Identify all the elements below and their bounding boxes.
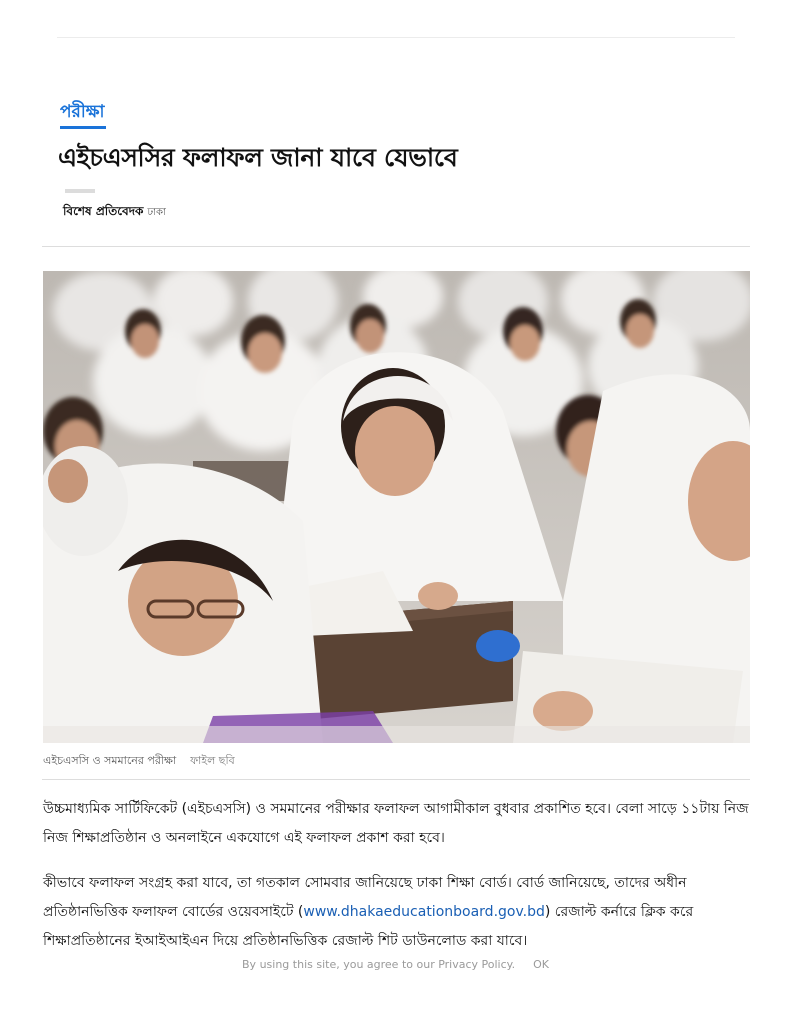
cookie-notice-text: By using this site, you agree to our Privacy Policy.: [242, 958, 516, 971]
paragraph-text: কীভাবে ফলাফল সংগ্রহ করা যাবে, তা গতকাল সোমবার জানিয়েছে ঢাকা শিক্ষা বোর্ড। বোর্ড জানিয়েছে, তাদের অধীন প্রতিষ্ঠানভিত্তিক ফলাফল বোর্ডের ওয়েবসাইটে (: [43, 875, 687, 920]
article-paragraph: [43, 869, 749, 956]
cookie-notice: [0, 958, 791, 971]
top-divider: [57, 37, 735, 38]
author-location: ঢাকা: [147, 207, 166, 218]
category-link[interactable]: পরীক্ষা: [60, 102, 105, 122]
article-photo: [43, 271, 750, 743]
article-paragraph: উচ্চমাধ্যমিক সার্টিফিকেট (এইচএসসি) ও সমমানের পরীক্ষার ফলাফল আগামীকাল বুধবার প্রকাশিত হবে। বেলা সাড়ে ১১টায় নিজ নিজ শিক্ষাপ্রতিষ্ঠান ও অনলাইনে একযোগে এই ফলাফল প্রকাশ করা হবে।: [43, 801, 749, 846]
cookie-ok-button[interactable]: OK: [533, 958, 549, 971]
category-underline: [60, 126, 106, 129]
byline: [63, 203, 166, 223]
paragraph-text: ) রেজাল্ট কর্নারে ক্লিক করে শিক্ষাপ্রতিষ্ঠানের ইআইআইএন দিয়ে প্রতিষ্ঠানভিত্তিক রেজাল্ট শিট ডাউনলোড করা যাবে।: [43, 904, 694, 949]
board-website-link[interactable]: www.dhakaeducationboard.gov.bd: [303, 904, 545, 920]
header-divider: [42, 246, 750, 247]
article-headline: এইচএসসির ফলাফল জানা যাবে যেভাবে: [58, 143, 458, 172]
byline-decoration: [65, 189, 95, 193]
image-credit: ফাইল ছবি: [190, 754, 235, 767]
caption-text: এইচএসসি ও সমমানের পরীক্ষা: [43, 754, 177, 767]
image-caption: [43, 752, 235, 771]
caption-divider: [42, 779, 750, 780]
author-name[interactable]: বিশেষ প্রতিবেদক: [63, 204, 144, 218]
